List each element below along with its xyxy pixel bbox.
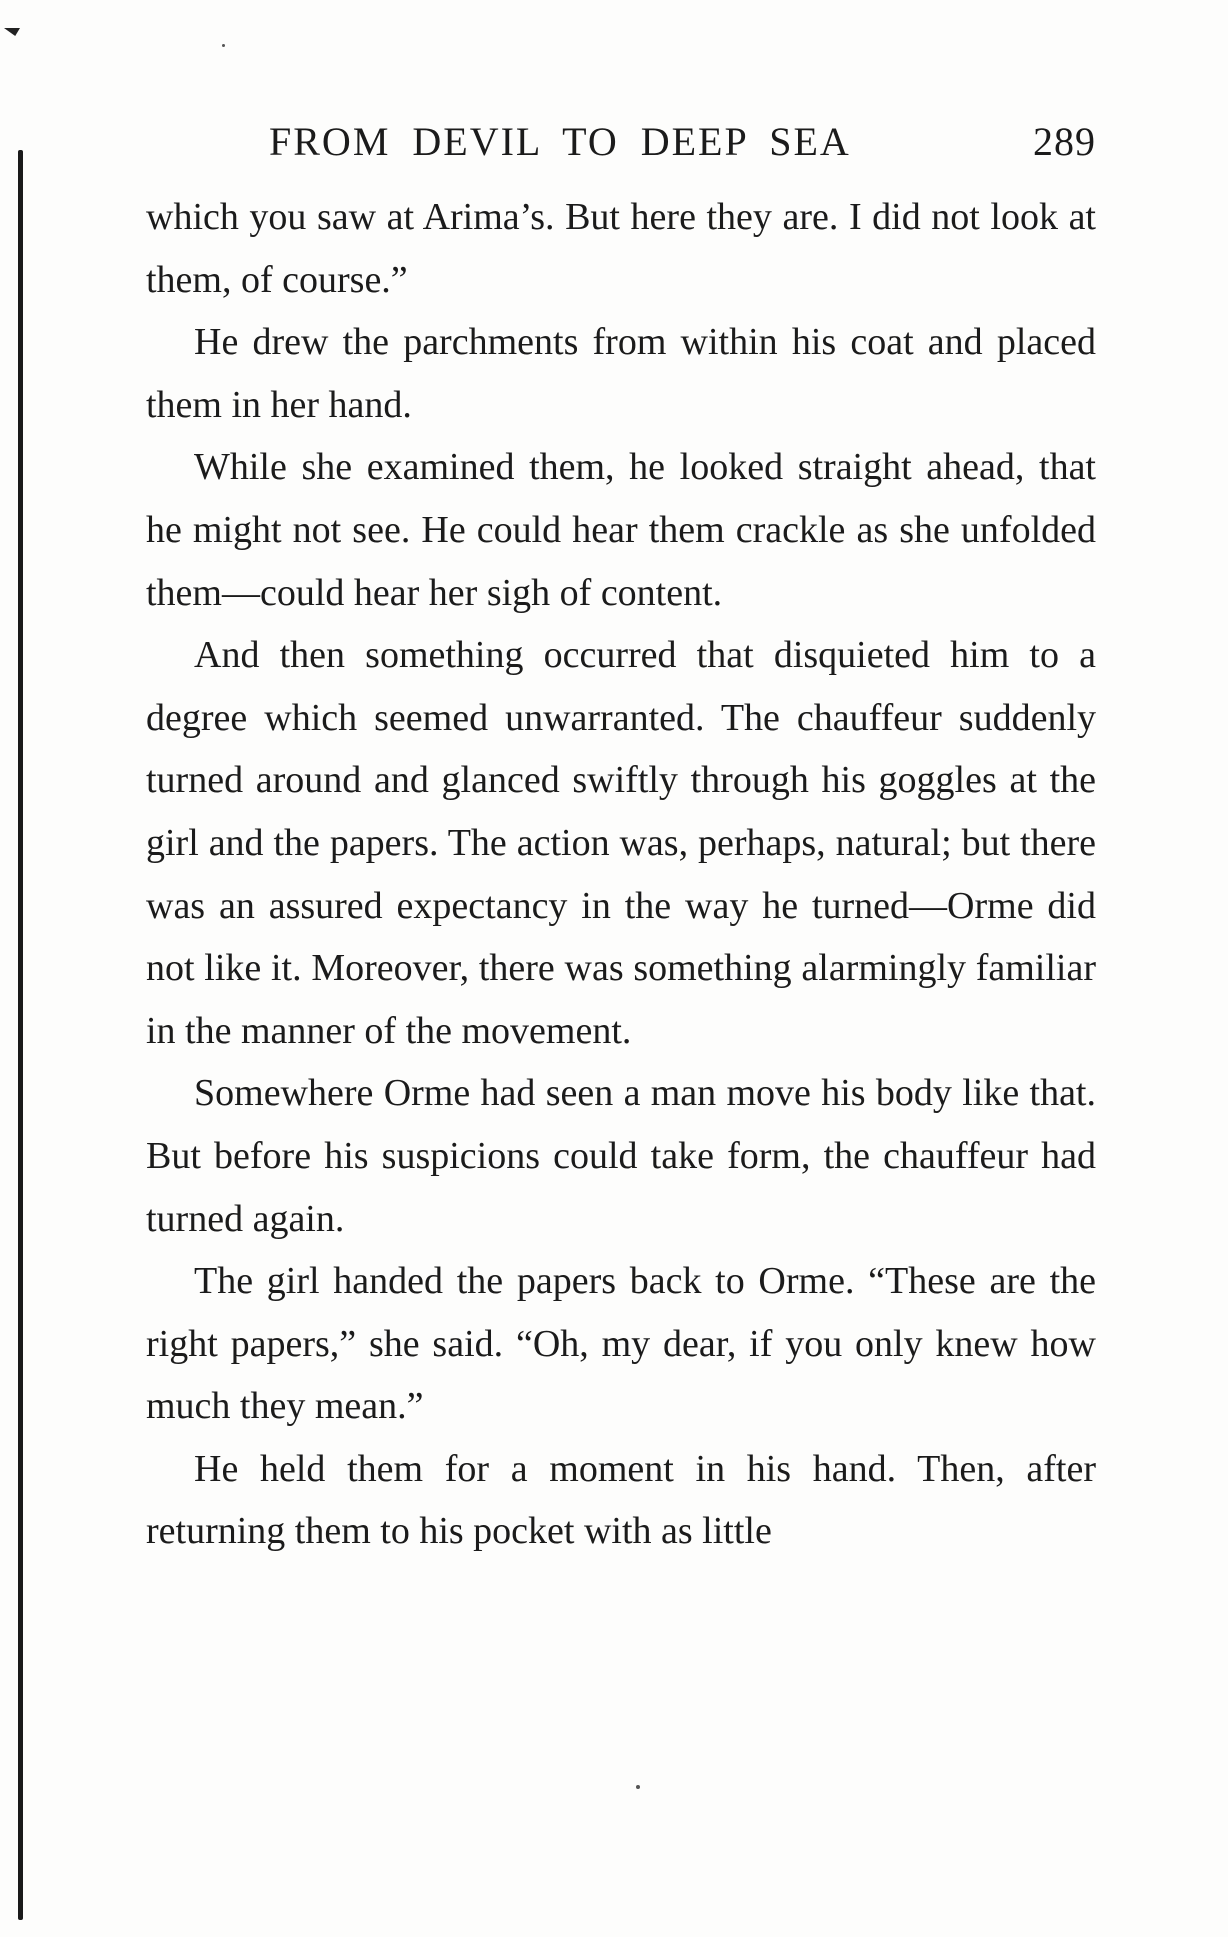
page-binding-edge: [18, 150, 23, 1920]
scan-edge-mark: [4, 28, 20, 36]
paragraph-3: While she examined them, he looked straight ahead, that he might not see. He could hear them crackle as she unfolded them—could hear her sigh of content.: [146, 446, 1096, 614]
scan-speck: [222, 44, 225, 47]
paragraph-5: Somewhere Orme had seen a man move his body like that. But before his suspicions could take form, the chauffeur had turned again.: [146, 1072, 1096, 1240]
page-header: [146, 118, 1096, 174]
paragraph-6: The girl handed the papers back to Orme. “These are the right papers,” she said. “Oh, my dear, if you only knew how much they mean.”: [146, 1260, 1096, 1428]
scan-speck: [636, 1785, 640, 1789]
running-title: FROM DEVIL TO DEEP SEA: [269, 119, 851, 164]
paragraph-1: which you saw at Arima’s. But here they are. I did not look at them, of course.”: [146, 196, 1096, 301]
paragraph-4: And then something occurred that disquieted him to a degree which seemed unwarranted. The chauffeur suddenly turned around and glanced swiftly through his goggles at the girl and the papers. The action was, perhaps, natural; but there was an assured expectancy in the way he turned—Orme did not like it. Moreover, there was something alarmingly familiar in the manner of the movement.: [146, 634, 1096, 1052]
page-number: 289: [1033, 119, 1096, 164]
paragraph-2: He drew the parchments from within his coat and placed them in her hand.: [146, 321, 1096, 426]
paragraph-7: He held them for a moment in his hand. Then, after returning them to his pocket with as little: [146, 1447, 1096, 1553]
body-text: [146, 186, 1096, 1563]
